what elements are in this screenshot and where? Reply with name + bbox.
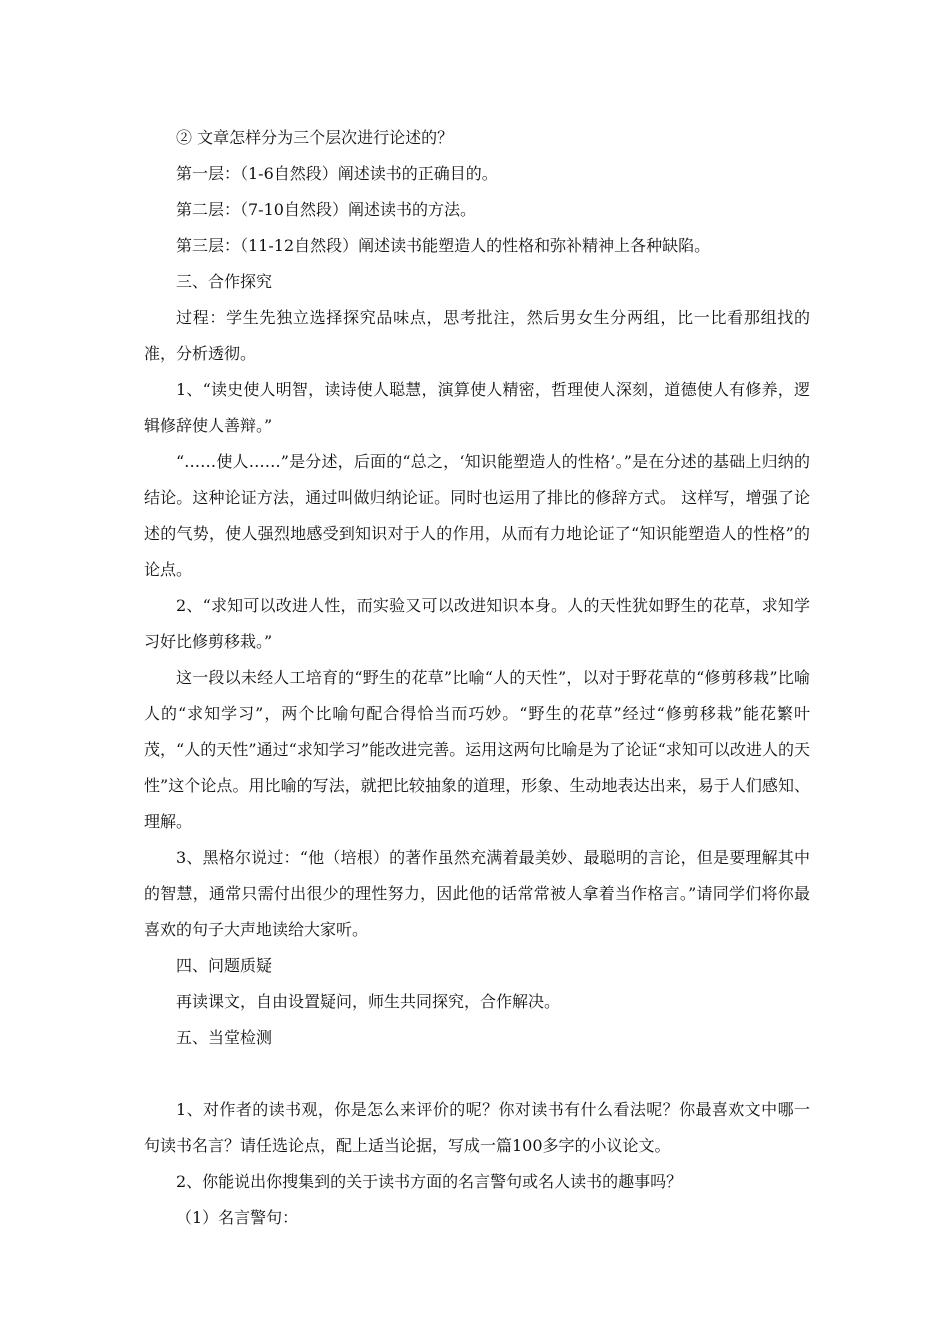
exercise-2-sub-1: （1）名言警句： — [176, 1208, 299, 1227]
quote-2: 2、“求知可以改进人性，而实验又可以改进知识本身。人的天性犹如野生的花草，求知学习好比修剪移栽。” — [144, 596, 810, 651]
analysis-1: “……使人……”是分述，后面的“总之，‘知识能塑造人的性格’。”是在分述的基础上归纳的结论。这种论证方法，通过叫做归纳论证。同时也运用了排比的修辞方式。 这样写，增强了论述的气势，使人强烈地感受到知识对于人的作用，从而有力地论证了“知识能塑造人的性格”的论点。 — [144, 452, 810, 579]
quote-1: 1、“读史使人明智，读诗使人聪慧，演算使人精密，哲理使人深刻，道德使人有修养，逻辑修辞使人善辩。” — [144, 380, 810, 435]
layer-3: 第三层：（11-12自然段）阐述读书能塑造人的性格和弥补精神上各种缺陷。 — [176, 236, 711, 255]
section-5-heading: 五、当堂检测 — [176, 1028, 273, 1047]
exercise-2: 2、你能说出你搜集到的关于读书方面的名言警句或名人读书的趣事吗？ — [176, 1172, 683, 1191]
process-paragraph: 过程：学生先独立选择探究品味点，思考批注，然后男女生分两组，比一比看那组找的准，分析透彻。 — [144, 308, 810, 363]
question-2-heading: ② 文章怎样分为三个层次进行论述的？ — [176, 128, 454, 147]
document-body — [144, 120, 810, 1236]
layer-1: 第一层：（1-6自然段）阐述读书的正确目的。 — [176, 164, 498, 183]
section-4-text: 再读课文，自由设置疑问，师生共同探究，合作解决。 — [176, 992, 561, 1011]
quote-3: 3、黑格尔说过：“他（培根）的著作虽然充满着最美妙、最聪明的言论，但是要理解其中的智慧，通常只需付出很少的理性努力，因此他的话常常被人拿着当作格言。”请同学们将你最喜欢的句子大声地读给大家听。 — [144, 848, 810, 939]
analysis-2: 这一段以未经人工培育的“野生的花草”比喻“人的天性”，以对于野花草的“修剪移栽”比喻人的“求知学习”，两个比喻句配合得恰当而巧妙。“野生的花草”经过“修剪移栽”能花繁叶茂，“人的天性”通过“求知学习”能改进完善。运用这两句比喻是为了论证“求知可以改进人的天性”这个论点。用比喻的写法，就把比较抽象的道理，形象、生动地表达出来，易于人们感知、理解。 — [144, 668, 810, 831]
blank-line — [144, 1056, 810, 1092]
exercise-1: 1、对作者的读书观，你是怎么来评价的呢？你对读书有什么看法呢？你最喜欢文中哪一句读书名言？请任选论点，配上适当论据，写成一篇100多字的小议论文。 — [144, 1100, 810, 1155]
section-3-heading: 三、合作探究 — [176, 272, 273, 291]
layer-2: 第二层：（7-10自然段）阐述读书的方法。 — [176, 200, 476, 219]
section-4-heading: 四、问题质疑 — [176, 956, 273, 975]
